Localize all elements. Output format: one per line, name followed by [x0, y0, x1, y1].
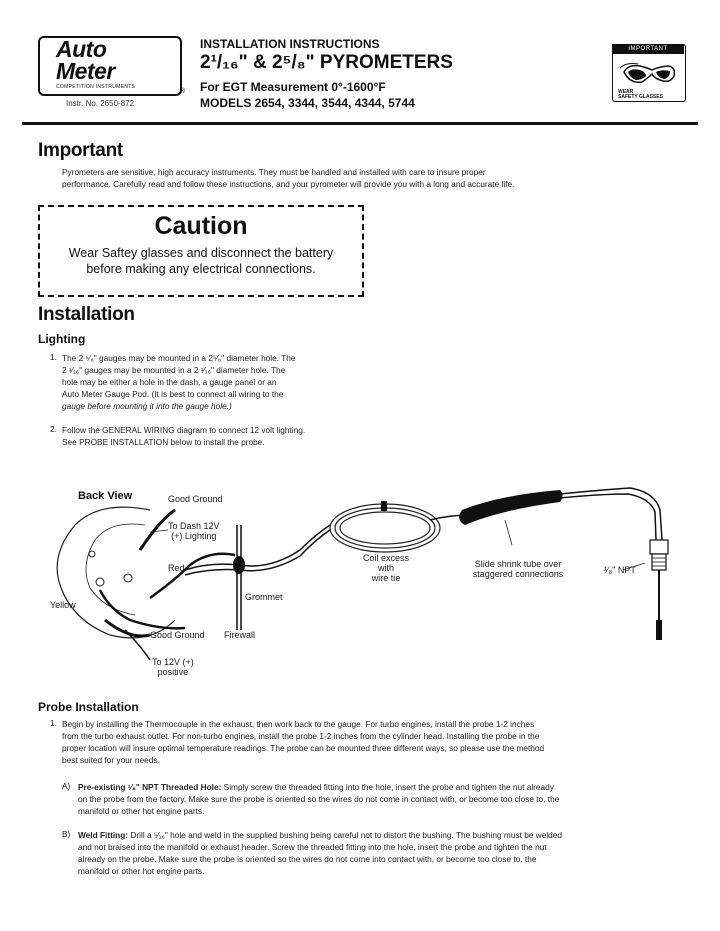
- gauge-stud: [89, 551, 95, 557]
- important-text: [62, 166, 692, 190]
- probe-item-1-line: proper location will insure optimal temperature readings. The probe can be mounted three different ways, so please use the method: [62, 743, 545, 753]
- good-ground-top-label: Good Ground: [168, 494, 223, 504]
- option-b-line: and not braised into the manifold or exhaust header. Screw the threaded fitting into the hole, insert the probe and tighten the nut: [78, 842, 547, 852]
- lighting-item-2-line: Follow the GENERAL WIRING diagram to connect 12 volt lighting.: [62, 425, 306, 435]
- registered-mark: ®: [180, 88, 186, 95]
- option-a-line-1-text: Simply screw the threaded fitting into the hole, insert the probe and tighten the nut already: [221, 782, 554, 792]
- option-b-line: manifold or other hot engine parts.: [78, 866, 205, 876]
- header-divider: [22, 122, 698, 125]
- coil-line-2: with: [377, 563, 394, 573]
- option-b-line: already on the probe. Make sure the probe is oriented so the wires do not come into contact with, or become too close to, the: [78, 854, 537, 864]
- gauge-inner-ring: [86, 524, 145, 615]
- probe-tip-end: [656, 620, 662, 640]
- option-a-label: A): [62, 781, 71, 791]
- egt-range: For EGT Measurement 0°-1600°F: [200, 80, 386, 94]
- installation-heading: Installation: [38, 304, 135, 325]
- instruction-number: Instr. No. 2650-872: [66, 99, 135, 108]
- option-a-line: on the probe from the factory. Make sure the probe is oriented so the wires do not come in contact with, or become too close to, the: [78, 794, 560, 804]
- option-a-line-1: [78, 781, 698, 793]
- probe-item-1-number: 1.: [50, 718, 57, 728]
- callout-line: [505, 520, 512, 545]
- probe-item-1-line: Begin by installing the Thermocouple in the exhaust, then work back to the gauge. For turbo engines, install the probe 1-2 inches: [62, 719, 535, 729]
- option-b-line-1-text: Drill a ⁵⁄₁₆" hole and weld in the supplied bushing being careful not to distort the bushing. The bushing must be welded: [128, 830, 563, 840]
- grommet-label: Grommet: [245, 592, 283, 602]
- logo: [56, 38, 115, 82]
- model-numbers: MODELS 2654, 3344, 3544, 4344, 5744: [200, 96, 415, 110]
- probe-installation-heading: Probe Installation: [38, 700, 139, 714]
- red-label: Red: [168, 563, 185, 573]
- installation-instructions-heading: INSTALLATION INSTRUCTIONS: [200, 37, 380, 51]
- important-text-line-2: performance. Carefully read and follow these instructions, and your pyrometer will provide you with a long and accurate life.: [62, 179, 515, 189]
- shrink-tube: [459, 490, 562, 525]
- to-12v-line-1: To 12V (+): [152, 657, 194, 667]
- option-a-line: manifold or other hot engine parts.: [78, 806, 205, 816]
- caution-line-1: Wear Saftey glasses and disconnect the battery: [68, 246, 334, 260]
- option-b-heading: Weld Fitting:: [78, 830, 129, 840]
- option-b-line-1: [78, 829, 698, 841]
- firewall-label: Firewall: [224, 630, 256, 640]
- gauge-stud: [124, 574, 132, 582]
- coil-loop: [335, 508, 435, 548]
- safety-glasses-icon: [618, 58, 678, 88]
- caution-line-2: before making any electrical connections.: [86, 262, 316, 276]
- probe-item-1: [62, 718, 702, 766]
- good-ground-bottom-label: Good Ground: [150, 630, 205, 640]
- document-title: 2¹/₁₆" & 2⁵/₈" PYROMETERS: [200, 52, 453, 73]
- to-12v-label: [152, 657, 194, 677]
- yellow-label: Yellow: [50, 600, 76, 610]
- option-a-text: [78, 781, 698, 817]
- lighting-item-1-line: gauge before mounting it into the gauge hole.): [62, 401, 232, 411]
- probe-nut: [650, 540, 668, 554]
- lighting-heading: Lighting: [38, 332, 86, 346]
- probe-lead: [560, 488, 662, 540]
- probe-lead: [560, 494, 656, 540]
- to-dash-line-2: (+) Lighting: [171, 531, 217, 541]
- lighting-item-1-line: Auto Meter Gauge Pod. (It is best to connect all wiring to the: [62, 389, 284, 399]
- caution-text: [38, 245, 364, 277]
- shrink-line-2: staggered connections: [472, 569, 564, 579]
- option-b-label: B): [62, 829, 71, 839]
- badge-caption-line-1: WEAR: [618, 89, 634, 95]
- important-heading: Important: [38, 140, 123, 161]
- lighting-item-1-line: 2 ¹⁄₁₆" gauges may be mounted in a 2 ¹⁄₁₆" diameter hole. The: [62, 365, 286, 375]
- option-a-heading: Pre-existing ¹⁄₈" NPT Threaded Hole:: [78, 782, 222, 792]
- gauge-stud: [96, 578, 104, 586]
- red-wire: [150, 554, 235, 598]
- coil-loop: [340, 512, 430, 544]
- caution-heading: Caution: [154, 212, 248, 240]
- shrink-tube-label: [458, 559, 578, 579]
- important-text-line-1: Pyrometers are sensitive, high accuracy instruments. They must be handled and installed with care to insure proper: [62, 167, 486, 177]
- coil-line-1: Coil excess: [362, 553, 409, 563]
- to-dash-label: [168, 521, 220, 541]
- probe-item-1-line: from the turbo exhaust outlet. For non-turbo engines, install the probe 1-2 inches from the cylinder head. Installing the probe in the: [62, 731, 540, 741]
- lighting-item-1-line: The 2 ⁵⁄₈" gauges may be mounted in a 2⁵⁄₈" diameter hole. The: [62, 353, 296, 363]
- coil-excess-label: [356, 553, 416, 583]
- to-12v-line-2: positive: [157, 667, 189, 677]
- logo-line-2: Meter: [56, 58, 115, 84]
- coil-loop: [330, 504, 440, 552]
- lighting-item-2-line: See PROBE INSTALLATION below to install the probe.: [62, 437, 265, 447]
- badge-heading: IMPORTANT: [612, 44, 684, 54]
- logo-line-1: Auto: [56, 36, 107, 62]
- coil-line-3: wire tie: [371, 573, 401, 583]
- to-dash-line-1: To Dash 12V: [168, 521, 220, 531]
- lighting-item-1-line: hole may be either a hole in the dash, a gauge panel or an: [62, 377, 277, 387]
- back-view-label: Back View: [78, 490, 133, 502]
- lighting-item-2: [62, 424, 372, 448]
- probe-item-1-line: best suited for your needs.: [62, 755, 160, 765]
- logo-subtitle: COMPETITION INSTRUMENTS: [56, 84, 136, 90]
- shrink-line-1: Slide shrink tube over: [474, 559, 562, 569]
- badge-caption: [618, 90, 663, 100]
- badge-caption-line-2: SAFETY GLASSES: [618, 94, 663, 100]
- wire-tie: [381, 501, 387, 511]
- lighting-item-1: [62, 352, 372, 412]
- option-b-text: [78, 829, 698, 877]
- lighting-item-2-number: 2.: [50, 424, 57, 434]
- npt-label: ¹⁄₈" NPT: [604, 565, 636, 575]
- lighting-item-1-number: 1.: [50, 352, 57, 362]
